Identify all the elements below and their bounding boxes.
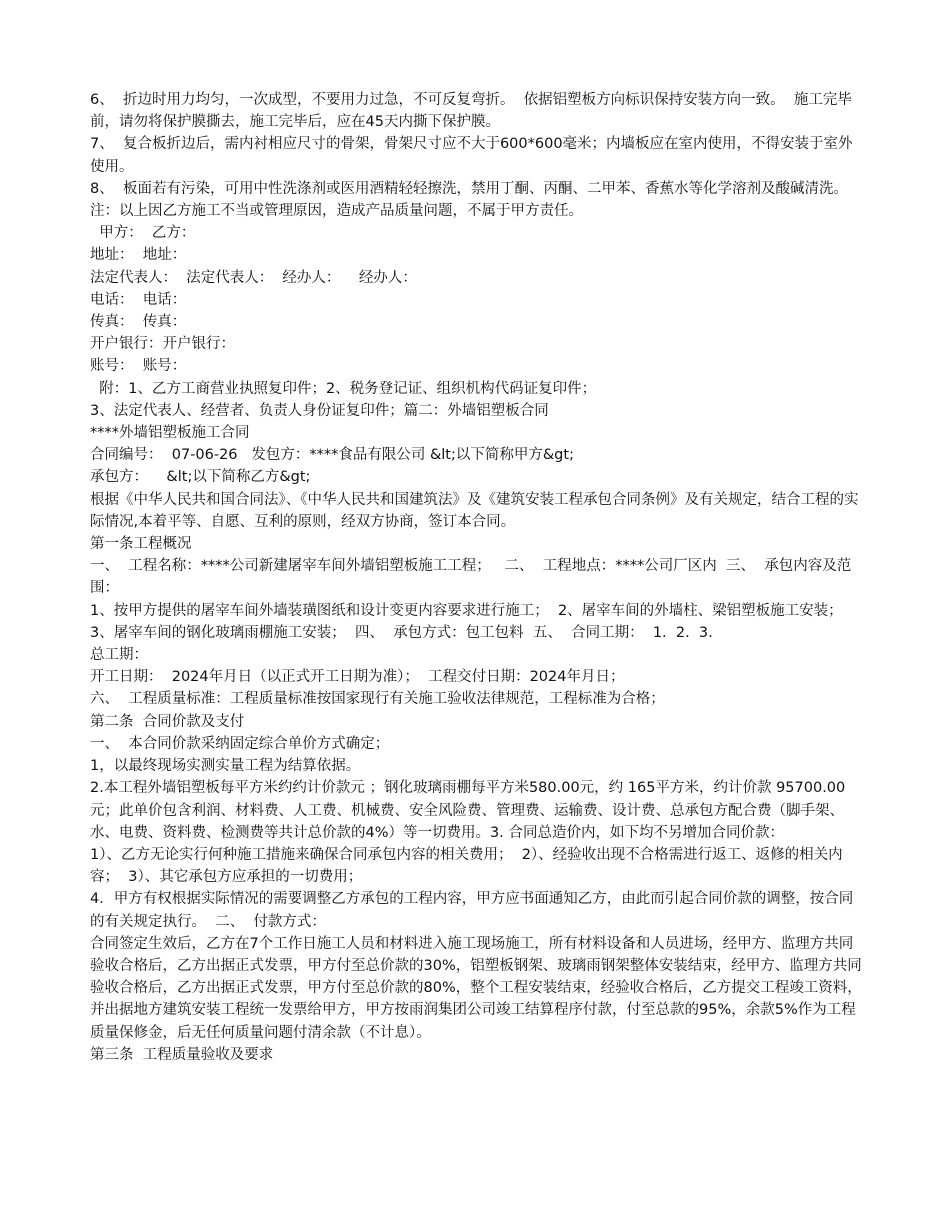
clause-6-folding: 6、 折边时用力均匀，一次成型，不要用力过急，不可反复弯折。 依据铝塑板方向标识保持安装方向一致。 施工完毕前，请勿将保护膜撕去，施工完毕后，应在45天内撕下保护膜。 <box>90 92 852 131</box>
excluded-costs: 1）、乙方无论实行何种施工措施来确保合同承包内容的相关费用； 2）、经验收出现不合格需进行返工、返修的相关内容； 3）、其它承包方应承担的一切费用； <box>90 846 843 886</box>
phone-line: 电话： 电话： <box>90 291 187 308</box>
price-method: 一、 本合同价款采纳固定综合单价方式确定； <box>90 735 390 752</box>
total-duration: 总工期： <box>90 647 148 664</box>
project-name-location: 一、 工程名称：****公司新建屠宰车间外墙铝塑板施工工程； 二、 工程地点：****公司厂区内 三、 承包内容及范围： <box>90 558 852 597</box>
party-line: 甲方： 乙方： <box>90 225 196 242</box>
legal-basis: 根据《中华人民共和国合同法》、《中华人民共和国建筑法》及《建筑安装工程承包合同条例》及有关规定，结合工程的实际情况,本着平等、自愿、互利的原则，经双方协商，签订本合同。 <box>90 491 859 530</box>
payment-terms: 合同签定生效后，乙方在7个工作日施工人员和材料进入施工现场施工，所有材料设备和人员进场，经甲方、监理方共同验收合格后，乙方出据正式发票，甲方付至总价款的30%，铝塑板钢架、玻璃雨钢架整体安装结束，经甲方、监理方共同验收合格后，乙方出据正式发票，甲方付至总价款的80%，整个工程安装结束，经验收合格后，乙方提交工程竣工资料，并出据地方建筑安装工程统一发票给甲方，甲方按雨润集团公司竣工结算程序付款，付至总款的95%，余款5%作为工程质量保修金，后无任何质量问题付清余款（不计息）。 <box>90 935 862 1041</box>
article-3-heading: 第三条 工程质量验收及要求 <box>90 1046 274 1063</box>
representative-line: 法定代表人： 法定代表人： 经办人： 经办人： <box>90 269 417 286</box>
contract-title: ****外墙铝塑板施工合同 <box>90 425 250 442</box>
bank-line: 开户银行：开户银行： <box>90 336 235 353</box>
article-1-heading: 第一条工程概况 <box>90 536 192 553</box>
scope-adjustment: 4．甲方有权根据实际情况的需要调整乙方承包的工程内容，甲方应书面通知乙方，由此而引起合同价款的调整，按合同的有关规定执行。 二、 付款方式： <box>90 891 854 930</box>
start-end-dates: 开工日期： 2024年月日（以正式开工日期为准）； 工程交付日期：2024年月日； <box>90 669 625 686</box>
scope-of-work: 1、按甲方提供的屠宰车间外墙装璜图纸和设计变更内容要求进行施工； 2、屠宰车间的外墙柱、梁铝塑板施工安装； 3、屠宰车间的钢化玻璃雨棚施工安装； 四、 承包方式：包工包料 五、 合同工期： 1. 2. 3. <box>90 602 852 641</box>
attachments-line-2: 3、法定代表人、经营者、负责人身份证复印件；篇二：外墙铝塑板合同 <box>90 402 549 419</box>
document-page <box>90 89 865 1066</box>
article-2-heading: 第二条 合同价款及支付 <box>90 713 245 730</box>
clause-8-cleaning: 8、 板面若有污染，可用中性洗涤剂或医用酒精轻轻擦洗，禁用丁酮、丙酮、二甲苯、香蕉水等化学溶剂及酸碱清洗。 <box>90 180 848 197</box>
attachments-line-1: 附：1、乙方工商营业执照复印件；2、税务登记证、组织机构代码证复印件； <box>90 380 597 397</box>
fax-line: 传真： 传真： <box>90 314 187 331</box>
settlement-basis: 1，以最终现场实测实量工程为结算依据。 <box>90 758 361 775</box>
unit-price-details: 2.本工程外墙铝塑板每平方米约约计价款元 ；钢化玻璃雨棚每平方米580.00元，约 165平方米，约计价款 95700.00元；此单价包含利润、材料费、人工费、机械费、安全风险费、管理费、运输费、设计费、总承包方配合费（脚手架、水、电费、资料费、检测费等共计总价款的4%）等一切费用。3. 合同总造价内，如下均不另增加合同价款： <box>90 780 846 841</box>
clause-7-backing-frame: 7、 复合板折边后，需内衬相应尺寸的骨架，骨架尺寸应不大于600*600毫米；内墙板应在室内使用，不得安装于室外使用。 <box>90 136 853 175</box>
quality-standard: 六、 工程质量标准：工程质量标准按国家现行有关施工验收法律规范，工程标准为合格； <box>90 691 665 708</box>
liability-note: 注：以上因乙方施工不当或管理原因，造成产品质量问题，不属于甲方责任。 <box>90 203 583 220</box>
address-line: 地址： 地址： <box>90 247 187 264</box>
account-line: 账号： 账号： <box>90 358 187 375</box>
contractor-line: 承包方： &lt;以下简称乙方&gt; <box>90 469 311 486</box>
contract-number-line: 合同编号： 07-06-26 发包方：****食品有限公司 &lt;以下简称甲方&gt; <box>90 447 574 464</box>
